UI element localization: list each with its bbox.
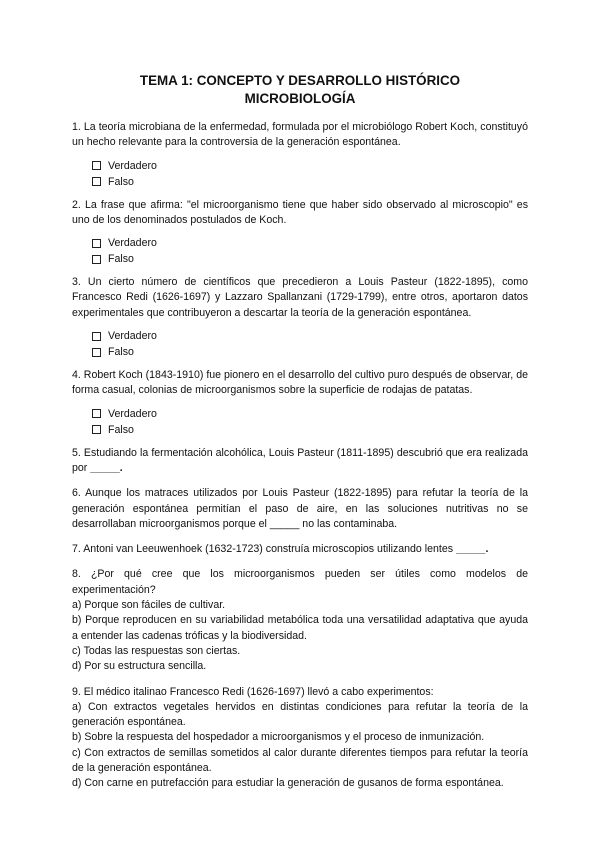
option-label: Verdadero — [108, 330, 157, 343]
question-1-options — [72, 158, 528, 190]
question-8-option-c[interactable]: c) Todas las respuestas son ciertas. — [72, 644, 241, 657]
question-1: 1. La teoría microbiana de la enfermedad, formulada por el microbiólogo Robert Koch, constituyó un hecho relevante para la controversia de la generación espontánea. — [72, 121, 528, 149]
checkbox-icon[interactable] — [92, 239, 101, 248]
question-7-text: 7. Antoni van Leeuwenhoek (1632-1723) construía microscopios utilizando lentes — [72, 543, 454, 556]
question-6-blank[interactable]: _____ — [269, 517, 300, 530]
question-2-options — [72, 235, 528, 267]
document-page — [72, 0, 528, 802]
q1-false-option[interactable] — [92, 174, 528, 190]
question-5-text: 5. Estudiando la fermentación alcohólica, Louis Pasteur (1811-1895) descubrió que era realizada por — [72, 446, 528, 474]
q3-false-option[interactable] — [92, 344, 528, 360]
checkbox-icon[interactable] — [92, 161, 101, 170]
title-line-1: TEMA 1: CONCEPTO Y DESARROLLO HISTÓRICO — [139, 73, 461, 88]
question-6-text-a: 6. Aunque los matraces utilizados por Louis Pasteur (1822-1895) para refutar la teoría de la generación espontánea permitían el paso de aire, en las soluciones nutritivas no se desarrollaban microorganismos porque el — [72, 487, 528, 530]
checkbox-icon[interactable] — [92, 348, 101, 357]
checkbox-icon[interactable] — [92, 425, 101, 434]
question-3-options — [72, 328, 528, 360]
q1-true-option[interactable] — [92, 158, 528, 174]
option-label: Falso — [108, 423, 134, 436]
question-4-options — [72, 406, 528, 438]
page-title — [72, 72, 528, 108]
question-7-blank[interactable]: _____. — [455, 543, 489, 556]
option-label: Falso — [108, 175, 134, 188]
option-label: Verdadero — [108, 407, 157, 420]
question-5-blank[interactable]: _____. — [90, 461, 123, 474]
q3-true-option[interactable] — [92, 328, 528, 344]
q4-true-option[interactable] — [92, 406, 528, 422]
option-label: Verdadero — [108, 159, 157, 172]
question-8-option-b[interactable]: b) Porque reproducen en su variabilidad metabólica toda una versatilidad adaptativa que ayuda a entender las cadenas tróficas y la biodiversidad. — [72, 614, 528, 642]
q2-false-option[interactable] — [92, 251, 528, 267]
checkbox-icon[interactable] — [92, 409, 101, 418]
question-2: 2. La frase que afirma: "el microorganismo tiene que haber sido observado al microscopio" es uno de los denominados postulados de Koch. — [72, 198, 528, 226]
question-9-stem: 9. El médico italinao Francesco Redi (1626-1697) llevó a cabo experimentos: — [72, 685, 434, 698]
question-9-option-c[interactable]: c) Con extractos de semillas sometidos al calor durante diferentes tiempos para refutar la teoría de la generación espontánea. — [72, 746, 528, 775]
question-3: 3. Un cierto número de científicos que precedieron a Louis Pasteur (1822-1895), como Francesco Redi (1626-1697) y Lazzaro Spallanzani (1729-1799), entre otros, aportaron datos experimentales que contribuyeron a descartar la teoría de la generación espontánea. — [72, 276, 528, 319]
question-9-option-d[interactable]: d) Con carne en putrefacción para estudiar la generación de gusanos de forma espontánea. — [72, 777, 504, 790]
question-8-option-d[interactable]: d) Por su estructura sencilla. — [72, 660, 207, 673]
q2-true-option[interactable] — [92, 235, 528, 251]
checkbox-icon[interactable] — [92, 255, 101, 264]
option-label: Falso — [108, 253, 134, 266]
question-8 — [72, 567, 528, 674]
question-9-option-b[interactable]: b) Sobre la respuesta del hospedador a microorganismos y el proceso de inmunización. — [72, 731, 485, 744]
question-4: 4. Robert Koch (1843-1910) fue pionero en el desarrollo del cultivo puro después de observar, de forma casual, colonias de microorganismos sobre la superficie de rodajas de patatas. — [72, 369, 528, 397]
q4-false-option[interactable] — [92, 422, 528, 438]
question-8-option-a[interactable]: a) Porque son fáciles de cultivar. — [72, 599, 226, 612]
question-6-text-b: no las contaminaba. — [302, 517, 398, 530]
question-8-stem: 8. ¿Por qué cree que los microorganismos pueden ser útiles como modelos de experimentación? — [72, 568, 528, 596]
title-line-2: MICROBIOLOGÍA — [244, 91, 356, 106]
question-9 — [72, 685, 528, 792]
question-7 — [72, 542, 528, 557]
option-label: Falso — [108, 346, 134, 359]
checkbox-icon[interactable] — [92, 332, 101, 341]
option-label: Verdadero — [108, 237, 157, 250]
question-9-option-a[interactable]: a) Con extractos vegetales hervidos en distintas condiciones para refutar la teoría de la generación espontánea. — [72, 700, 528, 729]
question-6 — [72, 486, 528, 532]
checkbox-icon[interactable] — [92, 177, 101, 186]
question-5 — [72, 446, 528, 477]
